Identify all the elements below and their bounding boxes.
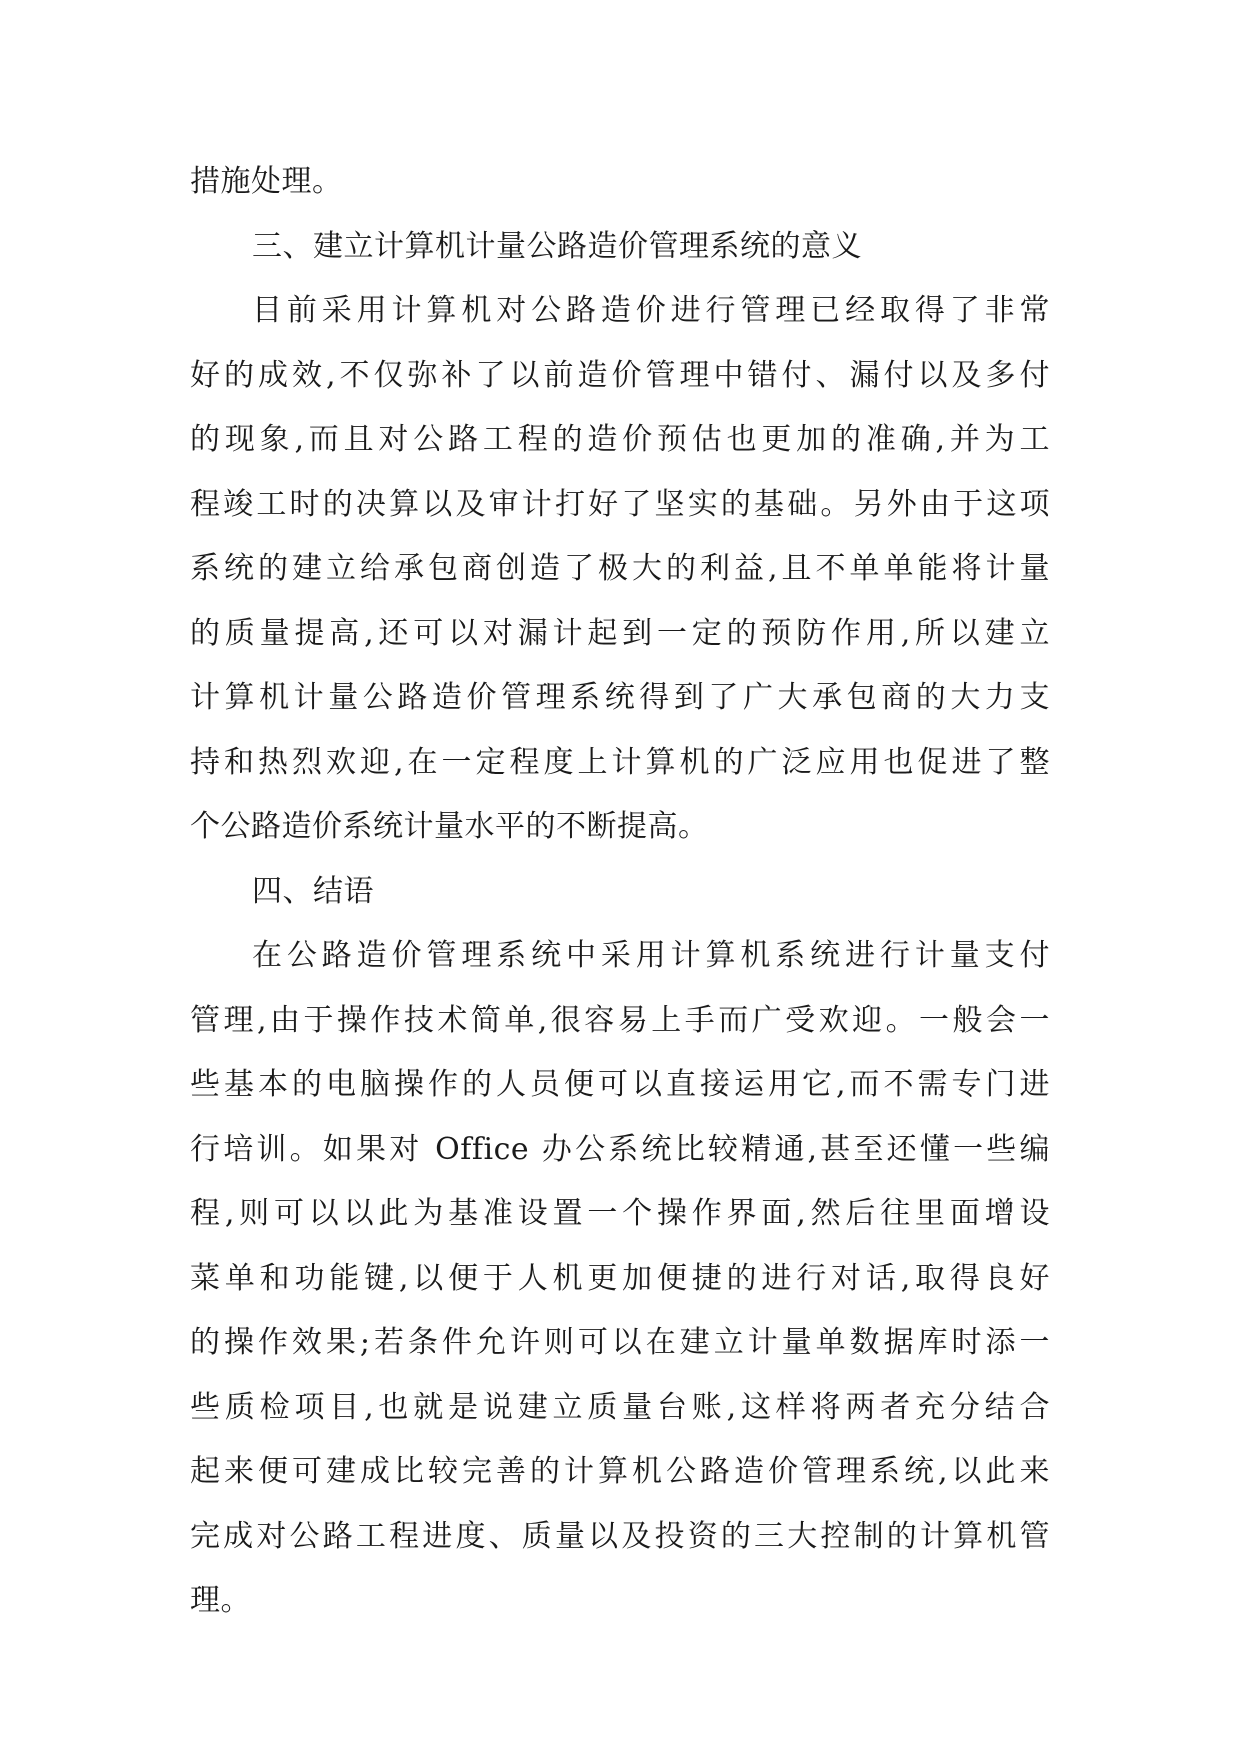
text-line: 系统的建立给承包商创造了极大的利益,且不单单能将计量 <box>190 551 1050 586</box>
text-line: 持和热烈欢迎,在一定程度上计算机的广泛应用也促进了整 <box>190 744 1050 780</box>
text-line: 目前采用计算机对公路造价进行管理已经取得了非常 <box>252 293 1050 328</box>
text-line: 起来便可建成比较完善的计算机公路造价管理系统,以此来 <box>190 1454 1050 1489</box>
text-line: 计算机计量公路造价管理系统得到了广大承包商的大力支 <box>190 680 1050 715</box>
text-line: 好的成效,不仅弥补了以前造价管理中错付、漏付以及多付 <box>190 357 1050 393</box>
document-body <box>190 150 1050 1634</box>
text-line: 理。 <box>190 1583 251 1618</box>
text-line: 在公路造价管理系统中采用计算机系统进行计量支付 <box>252 938 1050 973</box>
text-line: 菜单和功能键,以便于人机更加便捷的进行对话,取得良好 <box>190 1260 1050 1296</box>
text-line: 管理,由于操作技术简单,很容易上手而广受欢迎。一般会一 <box>190 1002 1050 1038</box>
text-line: 些基本的电脑操作的人员便可以直接运用它,而不需专门进 <box>190 1067 1050 1102</box>
text-line: 程,则可以以此为基准设置一个操作界面,然后往里面增设 <box>190 1196 1050 1231</box>
section-heading-4: 四、结语 <box>252 873 374 909</box>
text-line: 的现象,而且对公路工程的造价预估也更加的准确,并为工 <box>190 422 1050 457</box>
text-line: 个公路造价系统计量水平的不断提高。 <box>190 809 709 844</box>
text-line: 的质量提高,还可以对漏计起到一定的预防作用,所以建立 <box>190 615 1050 651</box>
text-line: 行培训。如果对 Office 办公系统比较精通,甚至还懂一些编 <box>190 1131 1050 1167</box>
text-line: 的操作效果;若条件允许则可以在建立计量单数据库时添一 <box>190 1325 1050 1360</box>
section-heading-3: 三、建立计算机计量公路造价管理系统的意义 <box>252 228 862 264</box>
text-line: 程竣工时的决算以及审计打好了坚实的基础。另外由于这项 <box>190 486 1050 522</box>
text-line: 些质检项目,也就是说建立质量台账,这样将两者充分结合 <box>190 1389 1050 1425</box>
text-line: 完成对公路工程进度、质量以及投资的三大控制的计算机管 <box>190 1518 1050 1554</box>
text-line: 措施处理。 <box>190 164 343 199</box>
